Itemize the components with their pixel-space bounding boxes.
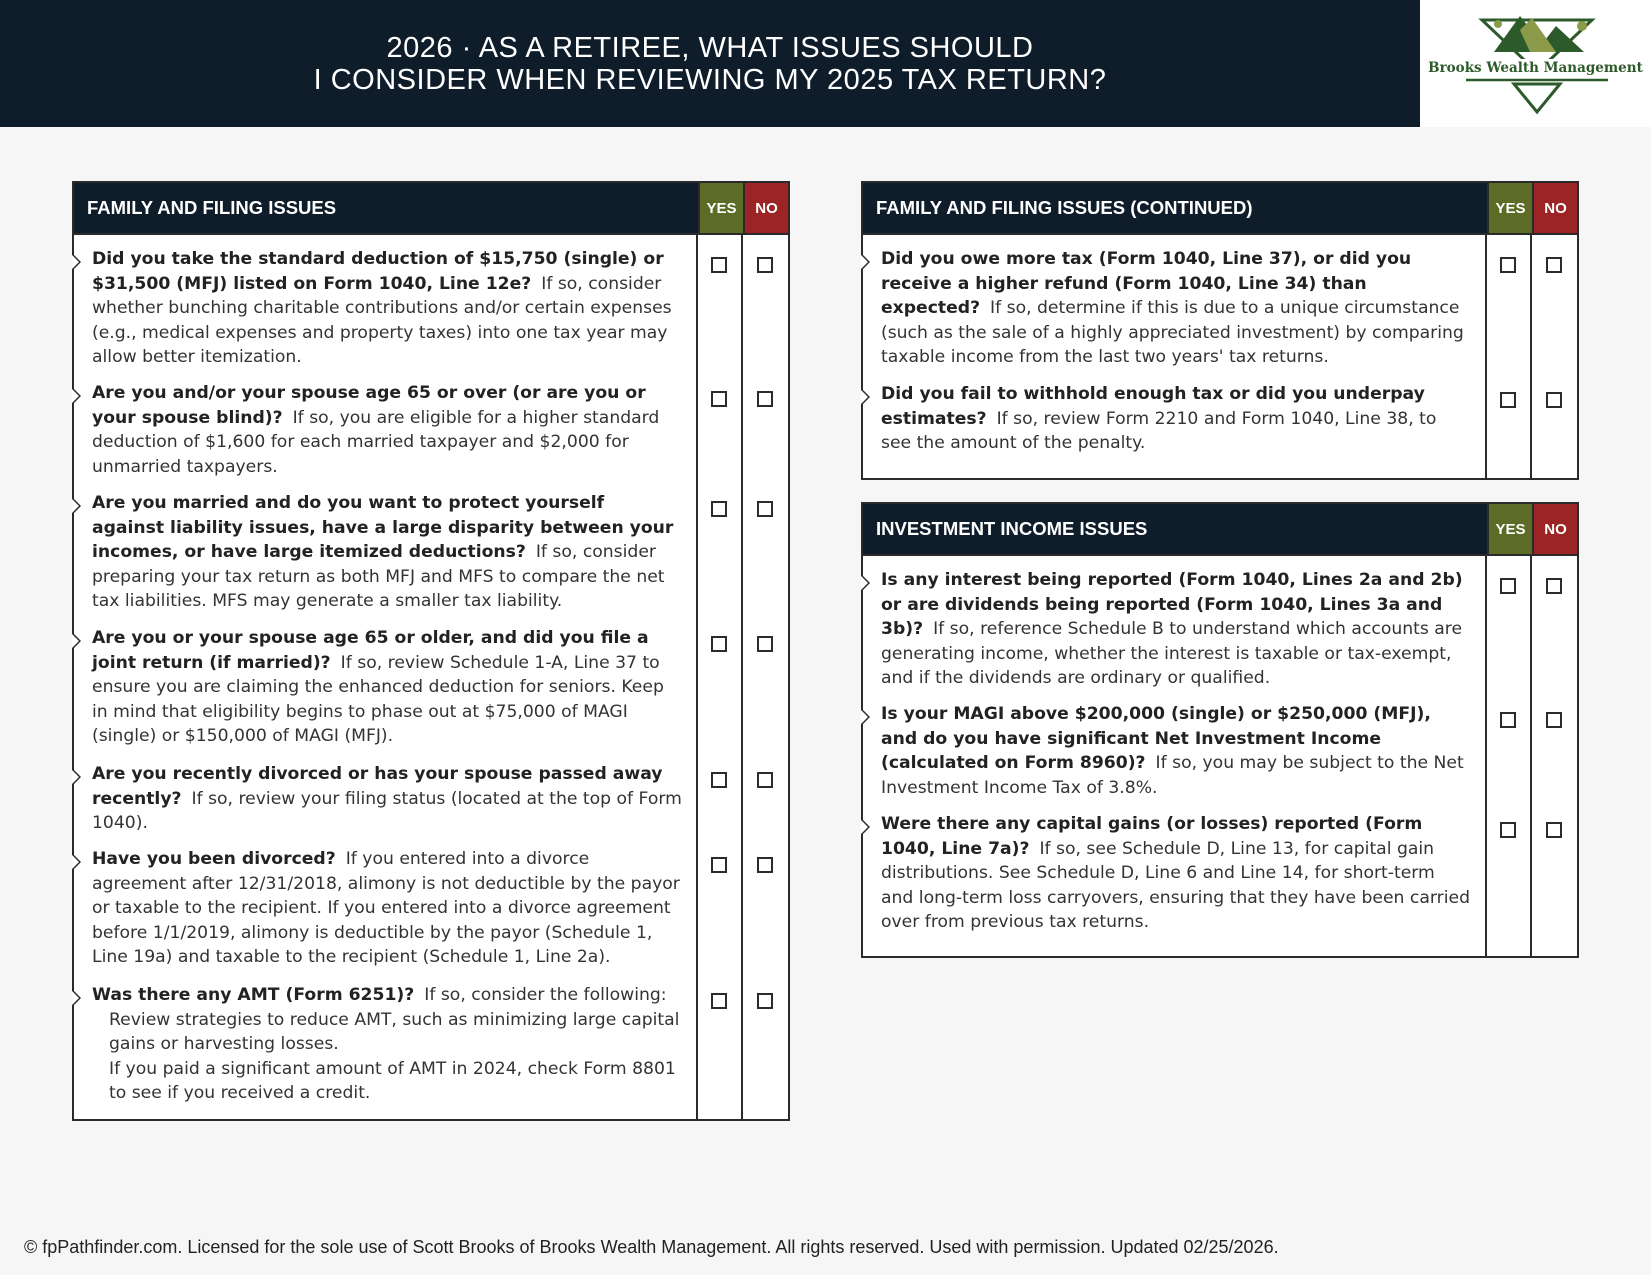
question-text: Are you or your spouse age 65 or older, and did you file a joint return (if married)? bbox=[92, 628, 649, 673]
question-text: Are you married and do you want to protect yourself against liability issues, have a large disparity between your incomes, or have large itemized deductions? bbox=[92, 493, 674, 563]
question-item bbox=[863, 382, 1577, 472]
no-column-header: NO bbox=[1532, 504, 1577, 554]
caret-right-icon bbox=[72, 633, 81, 649]
question-text: Was there any AMT (Form 6251)? bbox=[92, 985, 415, 1005]
page-header bbox=[0, 0, 1420, 127]
question-detail: If so, consider whether bunching charitable contributions and/or certain expenses (e.g., medical expenses and property taxes) into one tax year may allow better itemization. bbox=[92, 273, 672, 368]
no-column-header: NO bbox=[743, 183, 788, 233]
caret-right-icon bbox=[861, 819, 870, 835]
question-item bbox=[74, 381, 788, 491]
no-checkbox[interactable] bbox=[1546, 712, 1562, 728]
question-detail: If so, you may be subject to the Net Investment Income Tax of 3.8%. bbox=[881, 753, 1464, 798]
question-detail: If you entered into a divorce agreement after 12/31/2018, alimony is not deductible by the payor or taxable to the recipient. If you entered into a divorce agreement before 1/1/2019, alimony is deductible by the payor (Schedule 1, Line 19a) and taxable to the recipient (Schedule 1, Line 2a). bbox=[92, 849, 680, 968]
caret-right-icon bbox=[861, 709, 870, 725]
question-detail: If so, reference Schedule B to understand which accounts are generating income, whether the interest is taxable or tax-exempt, and if the dividends are ordinary or qualified. bbox=[881, 619, 1463, 689]
caret-right-icon bbox=[72, 388, 81, 404]
caret-right-icon bbox=[861, 389, 870, 405]
question-detail: If so, review your filing status (located at the top of Form 1040). bbox=[92, 788, 682, 834]
caret-right-icon bbox=[861, 575, 870, 591]
page-title-line-2: I CONSIDER WHEN REVIEWING MY 2025 TAX RETURN? bbox=[313, 63, 1107, 96]
yes-column-header: YES bbox=[1487, 183, 1532, 233]
panel-title: INVESTMENT INCOME ISSUES bbox=[876, 518, 1148, 539]
no-checkbox[interactable] bbox=[757, 772, 773, 788]
panel-header bbox=[863, 504, 1577, 556]
question-text: Did you fail to withhold enough tax or did you underpay estimates? bbox=[881, 384, 1425, 429]
company-logo bbox=[1420, 0, 1651, 127]
no-checkbox[interactable] bbox=[757, 993, 773, 1009]
no-checkbox[interactable] bbox=[757, 257, 773, 273]
no-checkbox[interactable] bbox=[1546, 578, 1562, 594]
question-detail: If so, determine if this is due to a unique circumstance (such as the sale of a highly appreciated investment) by comparing taxable income from the last two years' tax returns. bbox=[881, 298, 1464, 368]
question-text: Are you and/or your spouse age 65 or over (or are you or your spouse blind)? bbox=[92, 383, 646, 428]
question-text: Did you take the standard deduction of $15,750 (single) or $31,500 (MFJ) listed on Form 1040, Line 12e? bbox=[92, 249, 664, 294]
family-filing-panel bbox=[72, 181, 790, 1121]
question-item bbox=[74, 983, 788, 1113]
question-text: Did you owe more tax (Form 1040, Line 37), or did you receive a higher refund (Form 1040, Line 34) than expected? bbox=[881, 249, 1412, 319]
yes-column-header: YES bbox=[698, 183, 743, 233]
question-item bbox=[74, 762, 788, 847]
question-detail: If so, consider the following: bbox=[424, 985, 667, 1005]
question-subpoint: If you paid a significant amount of AMT in 2024, check Form 8801 to see if you received a credit. bbox=[109, 1058, 676, 1104]
caret-right-icon bbox=[72, 990, 81, 1006]
yes-checkbox[interactable] bbox=[711, 993, 727, 1009]
panel-header bbox=[863, 183, 1577, 235]
caret-right-icon bbox=[72, 254, 81, 270]
question-item bbox=[74, 626, 788, 762]
question-item bbox=[74, 491, 788, 626]
panel-header bbox=[74, 183, 788, 235]
family-filing-continued-panel bbox=[861, 181, 1579, 480]
caret-right-icon bbox=[72, 854, 81, 870]
yes-checkbox[interactable] bbox=[1500, 257, 1516, 273]
question-item bbox=[863, 702, 1577, 812]
yes-checkbox[interactable] bbox=[711, 636, 727, 652]
no-checkbox[interactable] bbox=[757, 636, 773, 652]
question-text: Are you recently divorced or has your spouse passed away recently? bbox=[92, 764, 663, 809]
panel-body bbox=[863, 235, 1577, 478]
question-detail: If so, see Schedule D, Line 13, for capital gain distributions. See Schedule D, Line 6 and Line 14, for short-term and long-term loss carryovers, ensuring that they have been carried over from previous tax returns. bbox=[881, 838, 1470, 933]
question-detail: If so, consider preparing your tax return as both MFJ and MFS to compare the net tax liabilities. MFS may generate a smaller tax liability. bbox=[92, 542, 665, 612]
yes-checkbox[interactable] bbox=[1500, 578, 1516, 594]
no-checkbox[interactable] bbox=[757, 857, 773, 873]
panel-body bbox=[863, 556, 1577, 956]
yes-checkbox[interactable] bbox=[1500, 392, 1516, 408]
caret-right-icon bbox=[861, 254, 870, 270]
panel-title: FAMILY AND FILING ISSUES bbox=[87, 197, 337, 218]
page-title-line-1: 2026 · AS A RETIREE, WHAT ISSUES SHOULD bbox=[386, 31, 1034, 64]
yes-checkbox[interactable] bbox=[1500, 712, 1516, 728]
no-column-header: NO bbox=[1532, 183, 1577, 233]
footer-copyright: © fpPathfinder.com. Licensed for the sole use of Scott Brooks of Brooks Wealth Management. All rights reserved. Used with permission. Updated 02/25/2026. bbox=[24, 1237, 1279, 1257]
investment-income-panel bbox=[861, 502, 1579, 958]
logo-text: Brooks Wealth Management bbox=[1420, 59, 1651, 77]
question-text: Is your MAGI above $200,000 (single) or $250,000 (MFJ), and do you have significant Net Investment Income (calculated on Form 8960)? bbox=[881, 704, 1431, 774]
no-checkbox[interactable] bbox=[757, 501, 773, 517]
question-detail: If so, review Schedule 1-A, Line 37 to ensure you are claiming the enhanced deduction for seniors. Keep in mind that eligibility begins to phase out at $75,000 of MAGI (single) or $150,000 of MAGI (MFJ). bbox=[92, 652, 664, 747]
no-checkbox[interactable] bbox=[757, 391, 773, 407]
question-subpoint: Review strategies to reduce AMT, such as minimizing large capital gains or harvesting losses. bbox=[109, 1009, 680, 1055]
panel-body bbox=[74, 235, 788, 1119]
no-checkbox[interactable] bbox=[1546, 257, 1562, 273]
question-detail: If so, review Form 2210 and Form 1040, Line 38, to see the amount of the penalty. bbox=[881, 408, 1437, 454]
yes-checkbox[interactable] bbox=[711, 391, 727, 407]
no-checkbox[interactable] bbox=[1546, 392, 1562, 408]
yes-column-header: YES bbox=[1487, 504, 1532, 554]
yes-checkbox[interactable] bbox=[711, 501, 727, 517]
no-checkbox[interactable] bbox=[1546, 822, 1562, 838]
question-item bbox=[863, 812, 1577, 947]
question-text: Were there any capital gains (or losses) reported (Form 1040, Line 7a)? bbox=[881, 814, 1423, 859]
question-item bbox=[74, 247, 788, 381]
question-item bbox=[863, 568, 1577, 702]
question-text: Have you been divorced? bbox=[92, 849, 336, 869]
question-item bbox=[74, 847, 788, 983]
caret-right-icon bbox=[72, 769, 81, 785]
question-text: Is any interest being reported (Form 1040, Lines 2a and 2b) or are dividends being reported (Form 1040, Lines 3a and 3b)? bbox=[881, 570, 1463, 640]
yes-checkbox[interactable] bbox=[1500, 822, 1516, 838]
panel-title: FAMILY AND FILING ISSUES (CONTINUED) bbox=[876, 197, 1253, 218]
question-detail: If so, you are eligible for a higher standard deduction of $1,600 for each married taxpayer and $2,000 for unmarried taxpayers. bbox=[92, 407, 660, 477]
question-item bbox=[863, 247, 1577, 382]
yes-checkbox[interactable] bbox=[711, 772, 727, 788]
caret-right-icon bbox=[72, 498, 81, 514]
yes-checkbox[interactable] bbox=[711, 257, 727, 273]
yes-checkbox[interactable] bbox=[711, 857, 727, 873]
